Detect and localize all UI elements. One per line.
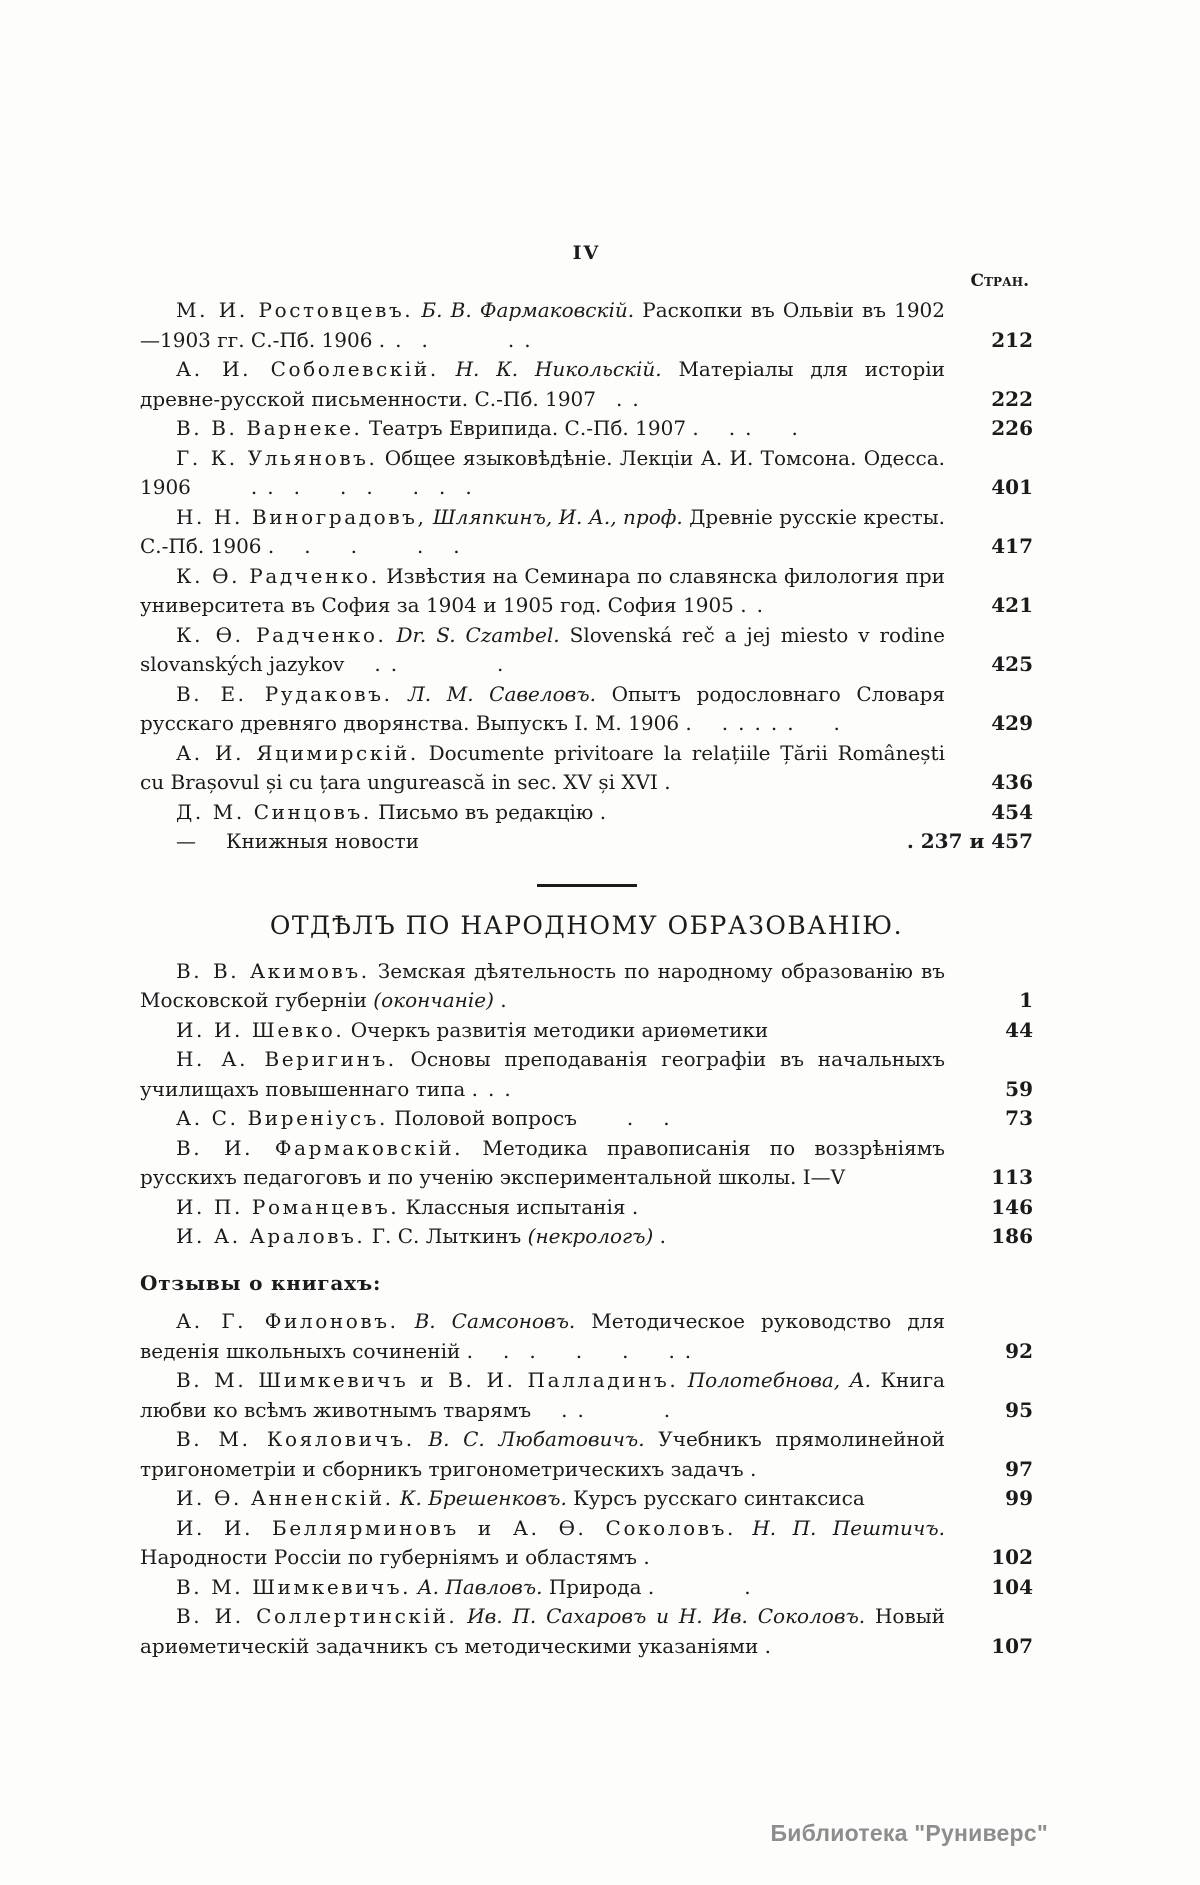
entry-title: Курсъ русскаго синтаксиса: [566, 1486, 865, 1510]
page-content: [140, 242, 1033, 1661]
entry-author: К. Ѳ. Радченко.: [176, 622, 387, 647]
entry-cited-author: Полотебнова, А.: [678, 1368, 872, 1392]
library-watermark: Библиотека "Руниверс": [770, 1820, 1048, 1846]
entry-page-number: 226: [991, 416, 1033, 440]
entry-cited-author: Н. К. Никольскій.: [438, 357, 662, 381]
toc-entry: [140, 1016, 1033, 1046]
entry-cited-author: Б. В. Фармаковскій.: [413, 298, 635, 322]
section-entry-list: [140, 957, 1033, 1252]
entry-cited-author: (некрологъ): [527, 1224, 654, 1248]
toc-entry: [140, 1307, 1033, 1366]
entry-title: .: [653, 1224, 666, 1248]
entry-author: И. П. Романцевъ.: [176, 1194, 400, 1219]
entry-author: Г. К. Ульяновъ.: [176, 445, 378, 470]
toc-entry: [140, 562, 1033, 621]
entry-cited-author: В. С. Любатовичъ.: [414, 1427, 645, 1451]
entry-author: Н. А. Веригинъ.: [176, 1047, 397, 1071]
toc-entry: [140, 1425, 1033, 1484]
entry-title: Театръ Еврипида. С.-Пб. 1907 . . . .: [362, 416, 798, 440]
entry-page-number: 454: [991, 799, 1033, 824]
entry-title: Опытъ родословнаго Словаря русскаго древняго дворянства. Выпускъ I. М. 1906 . . . . . . .: [140, 681, 946, 735]
entry-title: Учебникъ прямолинейной тригонометріи и сборникъ тригонометрическихъ задачъ .: [140, 1427, 945, 1481]
toc-entry: [140, 1602, 1033, 1661]
folio-page-number: IV: [572, 242, 601, 264]
entry-page-number: . 237 и 457: [906, 829, 1033, 853]
entry-title: Общее языковѣдѣніе. Лекціи А. И. Томсона. Одесса. 1906 . . . . . . . .: [140, 445, 945, 499]
entry-title: Основы преподаванія географіи въ начальныхъ училищахъ повышеннаго типа . . .: [140, 1047, 945, 1101]
entry-title: Древніе русскіе кресты. С.-Пб. 1906 . . . . .: [140, 504, 945, 558]
entry-title: Извѣстия на Семинара по славянска филология при университета въ София за 1904 и 1905 год. София 1905 . .: [140, 563, 945, 617]
entry-title: Методика правописанія по воззрѣніямъ русскихъ педагоговъ и по ученію экспериментальной школы. I—V: [140, 1135, 945, 1189]
entry-title: — Книжныя новости: [176, 829, 420, 853]
entry-page-number: 102: [991, 1545, 1033, 1569]
entry-page-number: 99: [1005, 1486, 1033, 1510]
toc-entry: [140, 1193, 1033, 1223]
entry-page-number: 44: [1005, 1017, 1033, 1042]
entry-page-number: 401: [991, 475, 1033, 499]
entry-title: Земская дѣятельность по народному образованію въ Московской губерніи: [140, 958, 945, 1012]
entry-title: Письмо въ редакцію .: [371, 799, 607, 824]
toc-entry: [140, 957, 1033, 1016]
toc-entry: [140, 414, 1033, 444]
entry-author: М. И. Ростовцевъ.: [176, 298, 414, 322]
entry-author: Д. М. Синцовъ.: [176, 799, 372, 824]
entry-page-number: 95: [1005, 1397, 1033, 1422]
toc-entry: [140, 1104, 1033, 1134]
toc-entry: [140, 621, 1033, 680]
entry-page-number: 92: [1005, 1338, 1033, 1363]
toc-entry: [140, 444, 1033, 503]
entry-author: А. С. Виреніусъ.: [176, 1106, 388, 1130]
entry-title: Очеркъ развитія методики ариѳметики: [344, 1017, 769, 1042]
entry-author: И. А. Араловъ.: [176, 1224, 366, 1248]
pages-column-header: Стран.: [970, 271, 1029, 291]
entry-cited-author: Н. П. Пештичъ.: [735, 1515, 945, 1540]
entry-title: Новый ариѳметическій задачникъ съ методическими указаніями .: [140, 1604, 945, 1658]
reviews-subsection-heading: Отзывы о книгахъ:: [140, 1270, 382, 1295]
entry-author: В. Е. Рудаковъ.: [176, 681, 393, 706]
entry-title: Documente privitoare la relațiile Țării Românești cu Brașovul și cu țara ungurească in sec. XV și XVI .: [140, 740, 945, 794]
entry-page-number: 186: [991, 1224, 1033, 1248]
entry-title: Половой вопросъ . .: [387, 1106, 670, 1130]
entry-author: В. М. Шимкевичъ и В. И. Палладинъ.: [176, 1368, 679, 1392]
toc-entry: [140, 1573, 1033, 1603]
toc-entry: [140, 680, 1033, 739]
entry-cited-author: (окончаніе): [373, 988, 494, 1012]
toc-entry: [140, 798, 1033, 828]
entry-title: Методическое руководство для веденія школьныхъ сочиненій . . . . . . .: [140, 1309, 945, 1363]
entry-title: Книга любви ко всѣмъ животнымъ тварямъ . . .: [140, 1368, 945, 1422]
toc-entry: [140, 1222, 1033, 1252]
entry-author: В. И. Фармаковскій.: [176, 1135, 464, 1160]
entry-author: И. Ѳ. Анненскій.: [176, 1486, 394, 1510]
entry-page-number: 436: [991, 770, 1033, 794]
toc-entry: [140, 1134, 1033, 1193]
entry-cited-author: Ив. П. Сахаровъ и Н. Ив. Соколовъ.: [457, 1604, 866, 1628]
entry-cited-author: В. Самсоновъ.: [398, 1309, 576, 1333]
entry-title: Slovenská reč a jej miesto v rodine slovanských jazykov . . .: [140, 622, 946, 676]
toc-entry: [140, 1366, 1033, 1425]
entry-cited-author: К. Брешенковъ.: [393, 1486, 567, 1510]
toc-entry: [140, 739, 1033, 798]
section-divider: [537, 884, 637, 887]
entry-page-number: 1: [1019, 988, 1033, 1012]
entry-page-number: 429: [991, 711, 1033, 735]
entry-page-number: 421: [991, 593, 1033, 617]
entry-author: В. М. Шимкевичъ.: [176, 1574, 412, 1599]
entry-author: А. И. Яцимирскій.: [176, 740, 419, 765]
toc-entry: [140, 503, 1033, 562]
entry-page-number: 222: [991, 386, 1033, 411]
toc-entry: [140, 355, 1033, 414]
entry-page-number: 97: [1005, 1456, 1033, 1481]
entry-title: Матеріалы для исторіи древне-русской письменности. С.-Пб. 1907 . .: [140, 357, 945, 411]
toc-entry: [140, 827, 1033, 857]
entry-page-number: 113: [991, 1165, 1033, 1189]
entry-author: В. В. Варнеке.: [176, 416, 363, 440]
entry-page-number: 73: [1005, 1106, 1033, 1130]
toc-entry: [140, 296, 1033, 355]
entry-cited-author: А. Павловъ.: [411, 1574, 543, 1599]
entry-title: Классныя испытанія .: [399, 1194, 639, 1219]
entry-cited-author: Dr. S. Czambel.: [386, 622, 560, 647]
entry-page-number: 107: [991, 1633, 1033, 1658]
entry-page-number: 417: [991, 534, 1033, 558]
section-title: ОТДѢЛЪ ПО НАРОДНОМУ ОБРАЗОВАНІЮ.: [269, 910, 904, 940]
entry-page-number: 212: [991, 327, 1033, 352]
entry-author: Н. Н. Виноградовъ,: [176, 504, 427, 529]
entry-title: Раскопки въ Ольвіи въ 1902—1903 гг. С.-Пб. 1906 . . . . .: [140, 298, 946, 352]
entry-author: И. И. Беллярминовъ и А. Ѳ. Соколовъ.: [176, 1515, 736, 1540]
toc-entry: [140, 1484, 1033, 1514]
entry-author: В. В. Акимовъ.: [176, 958, 370, 983]
entry-cited-author: Л. М. Савеловъ.: [392, 681, 596, 706]
entry-page-number: 59: [1005, 1076, 1033, 1101]
entry-author: А. И. Соболевскій.: [176, 357, 439, 381]
reviews-entry-list: [140, 1307, 1033, 1661]
toc-entry: [140, 1514, 1033, 1573]
entry-author: В. М. Кояловичъ.: [176, 1427, 415, 1451]
entry-page-number: 425: [991, 652, 1033, 676]
entry-author: И. И. Шевко.: [176, 1017, 345, 1042]
entry-title: Природа . .: [542, 1574, 751, 1599]
entry-author: А. Г. Филоновъ.: [176, 1309, 399, 1333]
entry-author: В. И. Соллертинскій.: [176, 1604, 458, 1628]
entry-page-number: 146: [991, 1194, 1033, 1219]
toc-top-list: [140, 296, 1033, 857]
entry-title: Народности Россіи по губерніямъ и областямъ .: [140, 1545, 650, 1569]
entry-title: .: [493, 988, 507, 1012]
entry-author: К. Ѳ. Радченко.: [176, 563, 380, 588]
entry-page-number: 104: [991, 1574, 1033, 1599]
toc-entry: [140, 1045, 1033, 1104]
entry-title: Г. С. Лыткинъ: [365, 1224, 528, 1248]
entry-cited-author: Шляпкинъ, И. А., проф.: [426, 504, 683, 529]
